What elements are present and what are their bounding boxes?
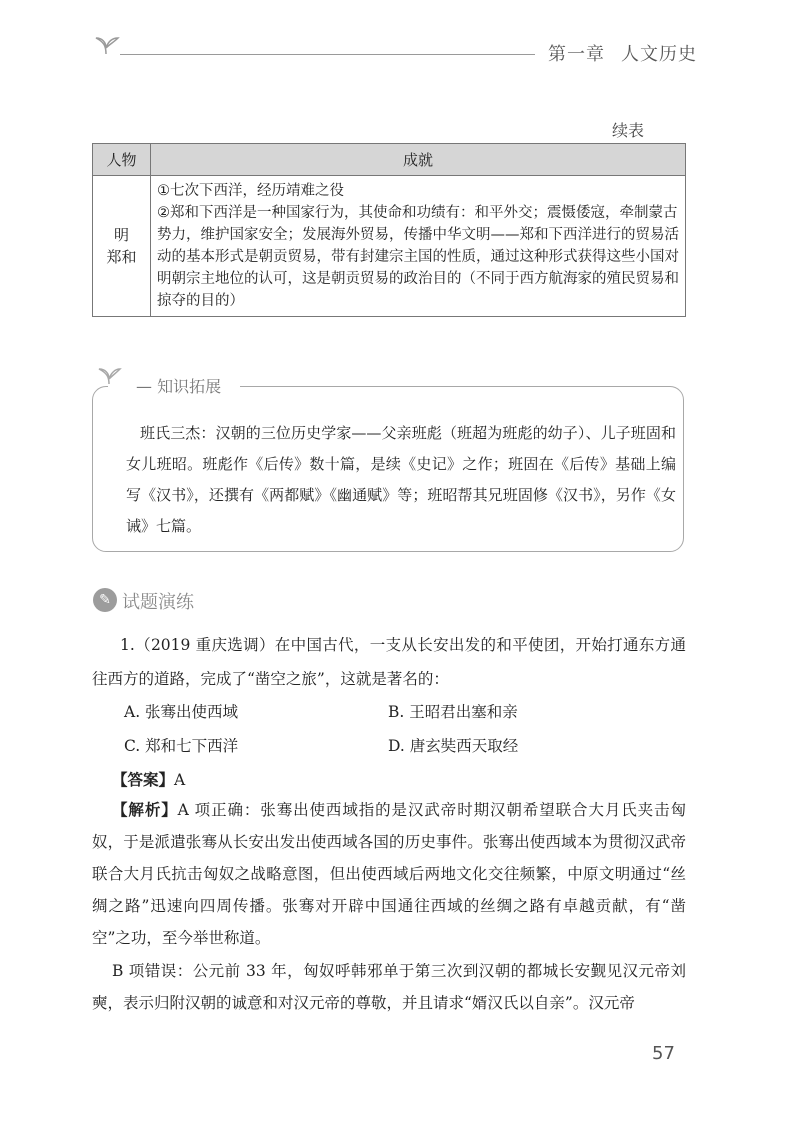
- page-number: 57: [652, 1043, 675, 1064]
- achievement-item-2: ②郑和下西洋是一种国家行为，其使命和功绩有：和平外交；震慑倭寇，牵制蒙古势力，维护国家安全；发展海外贸易，传播中华文明——郑和下西洋进行的贸易活动的基本形式是朝贡贸易，带有封建宗主国的性质，通过这种形式获得这些小国对明朝宗主地位的认可，这是朝贡贸易的政治目的（不同于西方航海家的殖民贸易和掠夺的目的）: [157, 205, 679, 309]
- achievement-cell: [151, 176, 686, 317]
- option-c: C. 郑和七下西洋: [124, 737, 239, 755]
- option-d: D. 唐玄奘西天取经: [388, 737, 519, 755]
- knowledge-text: 班氏三杰：汉朝的三位历史学家——父亲班彪（班超为班彪的幼子）、儿子班固和女儿班昭。班彪作《后传》数十篇，是续《史记》之作；班固在《后传》基础上编写《汉书》，还撰有《两都赋》《幽通赋》等；班昭帮其兄班固修《汉书》，另作《女诫》七篇。: [126, 424, 676, 535]
- table-header-row: [93, 144, 686, 176]
- analysis-paragraph-a: [92, 794, 686, 954]
- answer-label: 【答案】: [112, 770, 175, 789]
- person-name: 郑和: [106, 248, 137, 266]
- dynasty-label: 明: [113, 226, 129, 244]
- knowledge-title: — 知识拓展: [134, 374, 227, 397]
- option-a: A. 张骞出使西域: [124, 703, 239, 721]
- answer-line: [112, 768, 185, 790]
- sprout-icon: [96, 364, 122, 386]
- achievement-table: [92, 143, 686, 317]
- analysis-paragraph-b: B 项错误：公元前 33 年，匈奴呼韩邪单于第三次到汉朝的都城长安觐见汉元帝刘奭，表示归附汉朝的诚意和对汉元帝的尊敬，并且请求“婿汉氏以自亲”。汉元帝: [92, 962, 686, 1012]
- question-text: 1.（2019 重庆选调）在中国古代，一支从长安出发的和平使团，开始打通东方通往西方的道路，完成了“凿空之旅”，这就是著名的：: [92, 636, 686, 688]
- chapter-title: 人文历史: [621, 44, 697, 65]
- person-cell: [93, 176, 151, 317]
- table-caption: 续表: [612, 121, 645, 140]
- achievement-item-1: ①七次下西洋，经历靖难之役: [157, 183, 344, 199]
- answer-value: A: [174, 771, 186, 789]
- analysis-text-a: A 项正确：张骞出使西域指的是汉武帝时期汉朝希望联合大月氏夹击匈奴，于是派遣张骞从长安出发出使西域各国的历史事件。张骞出使西域本为贯彻汉武帝联合大月氏抗击匈奴之战略意图，但出使西域后两地文化交往频繁，中原文明通过“丝绸之路”迅速向四周传播。张骞对开辟中国通往西域的丝绸之路有卓越贡献，有“凿空”之功，至今举世称道。: [92, 801, 686, 947]
- section-title: 试题演练: [122, 592, 194, 613]
- column-header-person: 人物: [93, 144, 151, 176]
- pencil-icon: ✎: [93, 588, 117, 612]
- sprout-icon: [92, 32, 120, 56]
- header-rule: [120, 54, 535, 55]
- chapter-number: 第一章: [548, 44, 605, 65]
- analysis-label: 【解析】: [112, 800, 178, 819]
- column-header-achievement: 成就: [151, 144, 686, 176]
- knowledge-title-text: 知识拓展: [157, 377, 222, 396]
- chapter-header: [548, 40, 697, 66]
- table-row: [93, 176, 686, 317]
- option-b: B. 王昭君出塞和亲: [388, 703, 518, 721]
